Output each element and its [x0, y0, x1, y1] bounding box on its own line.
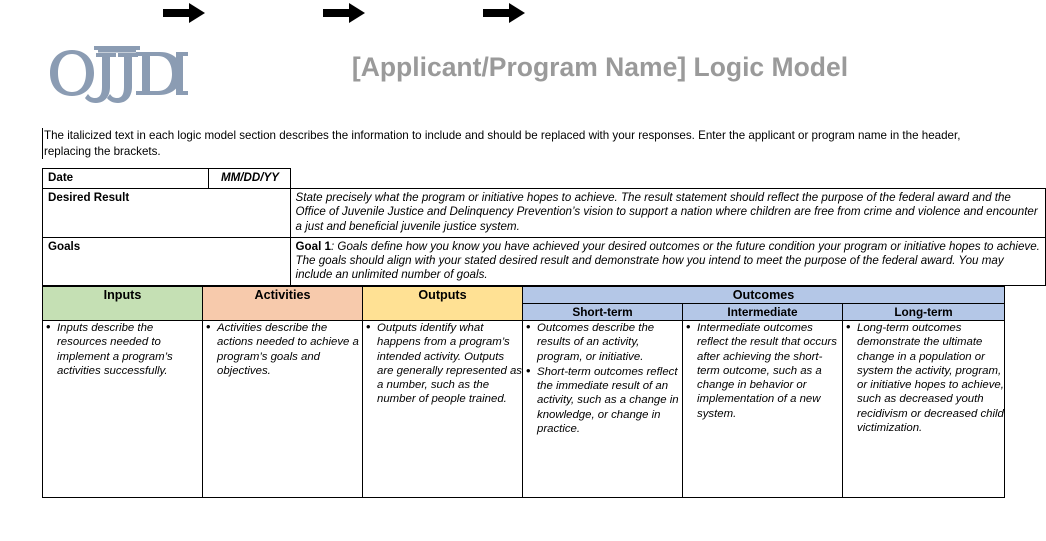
cell-long-term-list: [843, 321, 1004, 435]
cell-outputs-list: [363, 321, 522, 407]
column-header-short-term: Short-term: [523, 304, 683, 321]
column-header-outcomes: Outcomes: [523, 287, 1005, 304]
cell-long-term[interactable]: [843, 321, 1005, 498]
ojjdp-logo-icon: [48, 40, 188, 110]
goal-1-lead: Goal 1: [295, 239, 331, 253]
cell-inputs-list: [43, 321, 202, 378]
logic-content-row: [43, 321, 1005, 498]
date-label: Date: [43, 169, 209, 189]
page-title: [Applicant/Program Name] Logic Model: [351, 52, 849, 82]
list-item: • Intermediate outcomes reflect the result that occurs after achieving the short-term outcome, such as a change in behavior or implementation of a new system.: [697, 321, 842, 421]
cell-activities-list: [203, 321, 362, 378]
table-row-goals: [43, 237, 1046, 286]
cell-intermediate-list: [683, 321, 842, 421]
list-item: • Short-term outcomes reflect the immediate result of an activity, such as a change in knowledge, or change in practice.: [537, 365, 682, 436]
table-row-desired-result: [43, 189, 1046, 238]
desired-result-label: Desired Result: [43, 189, 291, 238]
list-item: • Inputs describe the resources needed to implement a program’s activities successfully.: [57, 321, 202, 378]
cell-outputs[interactable]: [363, 321, 523, 498]
goal-1-text: : Goals define how you know you have achieved your desired outcomes or the future condition your program or initiative hopes to achieve. The goals should align with your stated desired result and demonstrate how you intend to meet the purpose of the federal award. You may include an unlimited number of goals.: [295, 239, 1040, 282]
page-header: [0, 0, 1046, 118]
list-item: • Long-term outcomes demonstrate the ultimate change in a population or system the activity, program, or initiative hopes to achieve, such as decreased youth recidivism or decreased child victimization.: [857, 321, 1004, 435]
intro-paragraph: The italicized text in each logic model section describes the information to include and should be replaced with your responses. Enter the applicant or program name in the header, replacing the brackets.: [42, 128, 1006, 159]
list-item: • Outcomes describe the results of an activity, program, or initiative.: [537, 321, 682, 364]
program-info-table: [42, 168, 1046, 286]
column-header-long-term: Long-term: [843, 304, 1005, 321]
logic-model-table: [42, 286, 1005, 498]
date-row-spacer: [290, 169, 1045, 189]
logic-header-row-1: [43, 287, 1005, 304]
goals-value[interactable]: [290, 237, 1045, 286]
list-item: • Activities describe the actions needed to achieve a program’s goals and objectives.: [217, 321, 362, 378]
column-header-outputs: Outputs: [363, 287, 523, 321]
desired-result-value[interactable]: State precisely what the program or initiative hopes to achieve. The result statement should reflect the purpose of the federal award and the Office of Juvenile Justice and Delinquency Prevention’s vision to support a nation where children are free from crime and violence and encounter a just and beneficial juvenile justice system.: [290, 189, 1045, 238]
cell-short-term-list: [523, 321, 682, 436]
cell-inputs[interactable]: [43, 321, 203, 498]
cell-intermediate[interactable]: [683, 321, 843, 498]
column-header-activities: Activities: [203, 287, 363, 321]
cell-short-term[interactable]: [523, 321, 683, 498]
date-value[interactable]: MM/DD/YY: [209, 169, 290, 189]
table-row-date: [43, 169, 1046, 189]
column-header-intermediate: Intermediate: [683, 304, 843, 321]
cell-activities[interactable]: [203, 321, 363, 498]
list-item: • Outputs identify what happens from a program’s intended activity. Outputs are generally represented as a number, such as the number of people trained.: [377, 321, 522, 407]
ojjdp-logo: [48, 40, 188, 110]
goals-label: Goals: [43, 237, 291, 286]
column-header-inputs: Inputs: [43, 287, 203, 321]
